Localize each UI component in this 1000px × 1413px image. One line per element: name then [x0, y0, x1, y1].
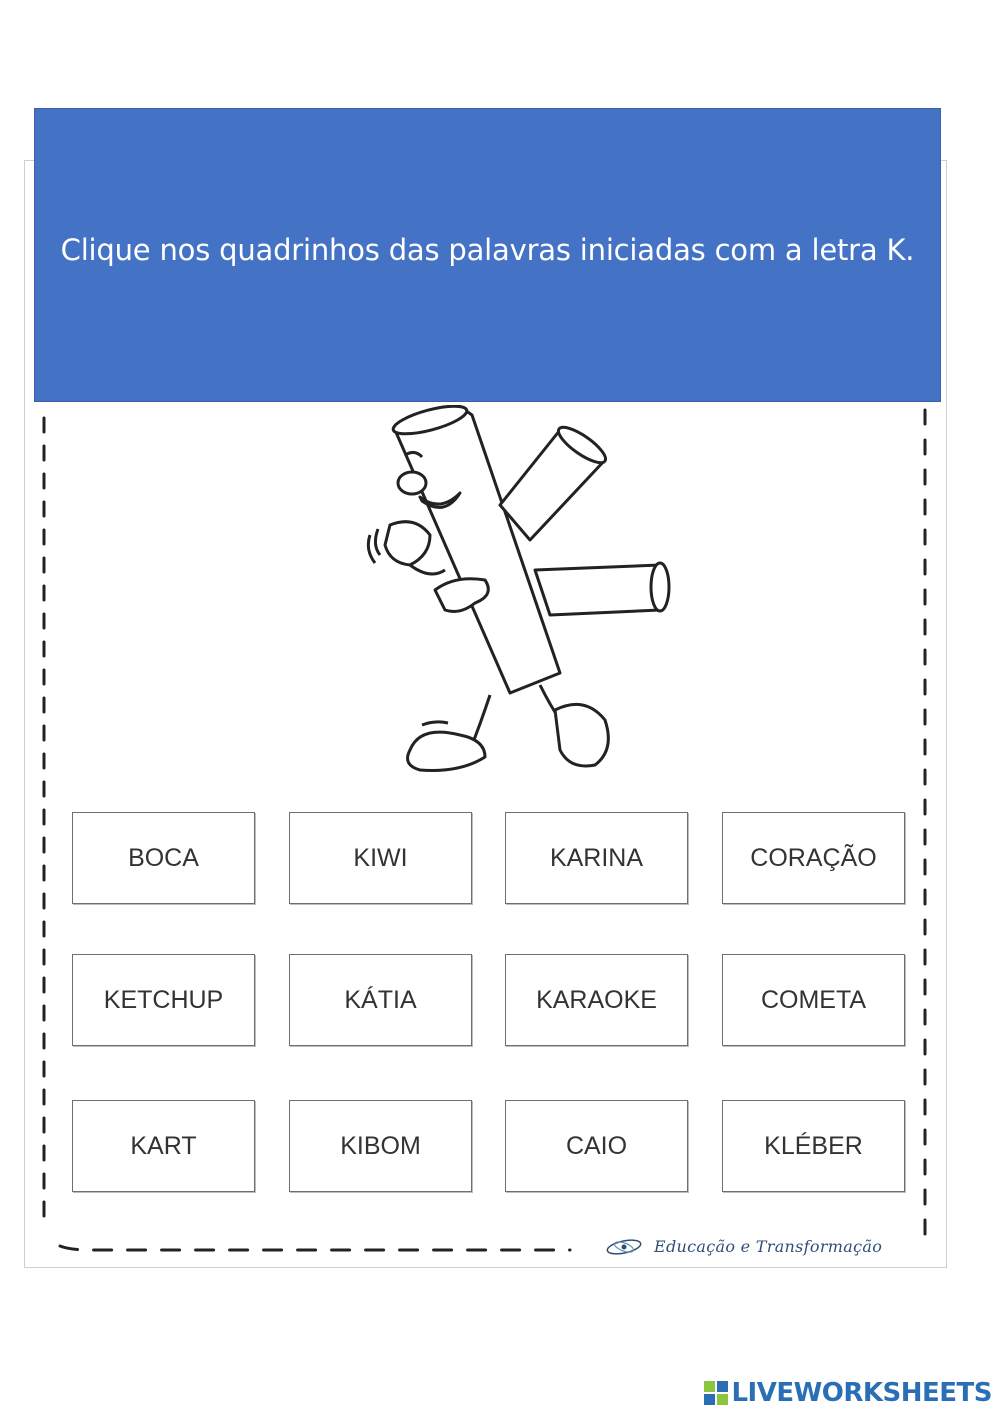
word-box-boca[interactable]: BOCA	[72, 812, 255, 904]
brand-mark	[604, 1232, 904, 1260]
word-box-katia[interactable]: KÁTIA	[289, 954, 472, 1046]
instruction-banner	[34, 108, 941, 402]
orbit-logo-icon	[604, 1234, 644, 1258]
word-box-kleber[interactable]: KLÉBER	[722, 1100, 905, 1192]
liveworksheets-text: LIVEWORKSHEETS	[731, 1378, 992, 1408]
word-grid	[72, 812, 908, 1194]
brand-mark-text: Educação e Transformação	[654, 1236, 883, 1256]
word-box-caio[interactable]: CAIO	[505, 1100, 688, 1192]
word-box-coracao[interactable]: CORAÇÃO	[722, 812, 905, 904]
letter-k-mascot-icon	[360, 405, 680, 785]
word-box-karina[interactable]: KARINA	[505, 812, 688, 904]
instruction-text: Clique nos quadrinhos das palavras iniciadas com a letra K.	[60, 233, 915, 267]
word-box-kibom[interactable]: KIBOM	[289, 1100, 472, 1192]
word-box-kart[interactable]: KART	[72, 1100, 255, 1192]
word-box-ketchup[interactable]: KETCHUP	[72, 954, 255, 1046]
liveworksheets-icon	[704, 1381, 728, 1405]
word-box-cometa[interactable]: COMETA	[722, 954, 905, 1046]
word-box-karaoke[interactable]: KARAOKE	[505, 954, 688, 1046]
word-box-kiwi[interactable]: KIWI	[289, 812, 472, 904]
liveworksheets-logo[interactable]	[704, 1378, 992, 1408]
